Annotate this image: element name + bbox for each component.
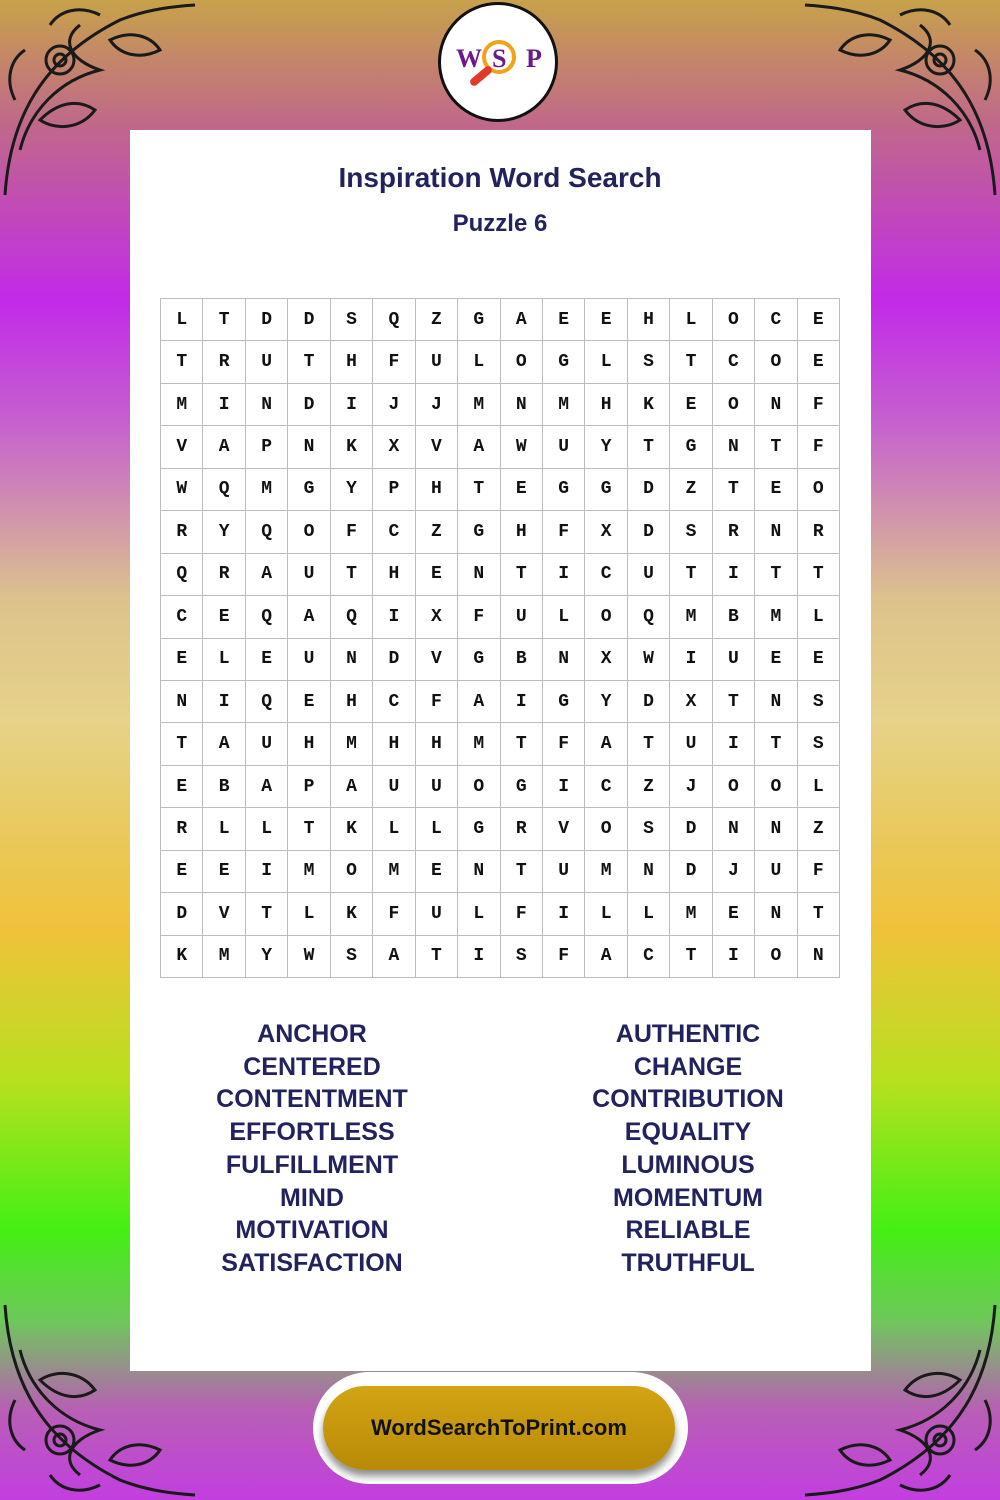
grid-cell: F	[798, 426, 840, 468]
grid-cell: I	[246, 851, 288, 893]
word-item: RELIABLE	[625, 1216, 751, 1245]
grid-cell: V	[543, 808, 585, 850]
grid-cell: S	[628, 808, 670, 850]
grid-cell: L	[628, 893, 670, 935]
word-item: CONTENTMENT	[216, 1085, 408, 1114]
grid-cell: C	[373, 681, 415, 723]
grid-cell: D	[288, 299, 330, 341]
grid-cell: N	[246, 384, 288, 426]
grid-cell: F	[458, 596, 500, 638]
grid-cell: D	[628, 469, 670, 511]
grid-cell: T	[755, 723, 797, 765]
grid-cell: D	[161, 893, 203, 935]
grid-cell: F	[543, 511, 585, 553]
grid-cell: Q	[161, 554, 203, 596]
grid-cell: T	[798, 554, 840, 596]
grid-cell: G	[543, 341, 585, 383]
grid-cell: E	[755, 639, 797, 681]
grid-cell: E	[161, 851, 203, 893]
grid-cell: X	[373, 426, 415, 468]
letter-grid	[160, 298, 840, 978]
grid-cell: C	[373, 511, 415, 553]
grid-cell: G	[543, 469, 585, 511]
footer-badge	[313, 1372, 688, 1484]
grid-cell: E	[288, 681, 330, 723]
grid-cell: I	[203, 681, 245, 723]
grid-cell: T	[246, 893, 288, 935]
grid-cell: R	[713, 511, 755, 553]
grid-cell: I	[713, 723, 755, 765]
grid-cell: G	[458, 639, 500, 681]
grid-cell: M	[246, 469, 288, 511]
grid-cell: A	[203, 723, 245, 765]
grid-cell: N	[755, 384, 797, 426]
grid-cell: E	[798, 639, 840, 681]
grid-cell: J	[416, 384, 458, 426]
grid-cell: U	[755, 851, 797, 893]
grid-cell: T	[713, 469, 755, 511]
grid-cell: A	[585, 936, 627, 978]
grid-cell: K	[331, 808, 373, 850]
logo-letter: W	[456, 44, 482, 73]
grid-cell: A	[585, 723, 627, 765]
grid-cell: G	[458, 511, 500, 553]
grid-cell: V	[161, 426, 203, 468]
page-title: Inspiration Word Search	[338, 162, 662, 193]
grid-cell: I	[713, 554, 755, 596]
word-item: SATISFACTION	[221, 1248, 403, 1277]
grid-cell: U	[543, 426, 585, 468]
grid-cell: E	[713, 893, 755, 935]
grid-cell: G	[288, 469, 330, 511]
grid-cell: U	[246, 341, 288, 383]
grid-cell: I	[501, 681, 543, 723]
grid-cell: L	[203, 808, 245, 850]
grid-cell: P	[288, 766, 330, 808]
grid-cell: E	[798, 341, 840, 383]
grid-cell: E	[161, 766, 203, 808]
grid-cell: U	[288, 639, 330, 681]
grid-cell: Q	[373, 299, 415, 341]
grid-cell: B	[203, 766, 245, 808]
grid-cell: O	[798, 469, 840, 511]
grid-cell: C	[161, 596, 203, 638]
grid-cell: K	[161, 936, 203, 978]
grid-cell: M	[670, 596, 712, 638]
grid-cell: N	[755, 808, 797, 850]
grid-cell: Y	[331, 469, 373, 511]
word-item: TRUTHFUL	[621, 1248, 755, 1277]
grid-cell: U	[288, 554, 330, 596]
grid-cell: Q	[331, 596, 373, 638]
grid-cell: X	[670, 681, 712, 723]
grid-cell: C	[585, 554, 627, 596]
grid-cell: H	[331, 341, 373, 383]
grid-cell: H	[585, 384, 627, 426]
grid-cell: T	[458, 469, 500, 511]
grid-cell: U	[416, 341, 458, 383]
grid-cell: M	[331, 723, 373, 765]
grid-cell: E	[501, 469, 543, 511]
grid-cell: T	[628, 723, 670, 765]
grid-cell: S	[331, 936, 373, 978]
grid-cell: T	[670, 554, 712, 596]
grid-cell: F	[543, 936, 585, 978]
grid-cell: N	[161, 681, 203, 723]
grid-cell: N	[331, 639, 373, 681]
grid-cell: E	[416, 851, 458, 893]
grid-cell: P	[373, 469, 415, 511]
grid-cell: D	[628, 681, 670, 723]
grid-cell: Y	[585, 426, 627, 468]
grid-cell: I	[713, 936, 755, 978]
grid-cell: T	[670, 936, 712, 978]
grid-cell: I	[331, 384, 373, 426]
word-item: CENTERED	[243, 1052, 381, 1081]
grid-cell: T	[161, 341, 203, 383]
grid-cell: L	[288, 893, 330, 935]
grid-cell: L	[161, 299, 203, 341]
grid-cell: N	[458, 554, 500, 596]
grid-cell: N	[458, 851, 500, 893]
grid-cell: W	[501, 426, 543, 468]
puzzle-number: Puzzle 6	[452, 210, 548, 237]
grid-cell: D	[373, 639, 415, 681]
grid-cell: E	[585, 299, 627, 341]
grid-cell: N	[501, 384, 543, 426]
grid-cell: T	[670, 341, 712, 383]
word-item: EFFORTLESS	[229, 1118, 395, 1147]
grid-cell: K	[331, 426, 373, 468]
grid-cell: U	[416, 893, 458, 935]
word-item: MOTIVATION	[235, 1216, 389, 1245]
grid-cell: U	[543, 851, 585, 893]
grid-cell: T	[501, 554, 543, 596]
grid-cell: A	[373, 936, 415, 978]
grid-cell: I	[543, 554, 585, 596]
site-logo[interactable]	[438, 2, 558, 122]
grid-cell: L	[416, 808, 458, 850]
word-item: AUTHENTIC	[615, 1020, 761, 1048]
grid-cell: Q	[246, 596, 288, 638]
grid-cell: F	[373, 341, 415, 383]
grid-cell: A	[246, 554, 288, 596]
grid-cell: Z	[416, 299, 458, 341]
grid-cell: G	[458, 299, 500, 341]
grid-cell: L	[246, 808, 288, 850]
grid-cell: Y	[246, 936, 288, 978]
grid-cell: B	[501, 639, 543, 681]
grid-cell: F	[501, 893, 543, 935]
grid-cell: O	[755, 936, 797, 978]
grid-cell: X	[416, 596, 458, 638]
grid-cell: H	[331, 681, 373, 723]
grid-cell: C	[628, 936, 670, 978]
logo-letter: P	[526, 44, 542, 73]
grid-cell: M	[203, 936, 245, 978]
grid-cell: Q	[246, 511, 288, 553]
grid-cell: E	[416, 554, 458, 596]
grid-cell: T	[203, 299, 245, 341]
site-link-button[interactable]: WordSearchToPrint.com	[323, 1386, 675, 1470]
grid-cell: Q	[246, 681, 288, 723]
grid-cell: H	[501, 511, 543, 553]
word-list-right	[488, 1018, 888, 1280]
grid-cell: F	[416, 681, 458, 723]
grid-cell: T	[501, 851, 543, 893]
grid-cell: E	[203, 596, 245, 638]
grid-cell: S	[501, 936, 543, 978]
grid-cell: M	[755, 596, 797, 638]
grid-cell: F	[798, 384, 840, 426]
grid-cell: M	[543, 384, 585, 426]
grid-cell: O	[713, 299, 755, 341]
grid-cell: L	[203, 639, 245, 681]
grid-cell: S	[628, 341, 670, 383]
grid-cell: U	[501, 596, 543, 638]
grid-cell: I	[543, 766, 585, 808]
grid-cell: O	[755, 341, 797, 383]
word-item: CONTRIBUTION	[592, 1085, 784, 1114]
grid-cell: D	[670, 851, 712, 893]
grid-cell: W	[161, 469, 203, 511]
grid-cell: F	[373, 893, 415, 935]
word-item: MIND	[280, 1183, 344, 1212]
word-item: MOMENTUM	[613, 1183, 763, 1212]
word-item: ANCHOR	[257, 1020, 367, 1048]
grid-cell: O	[713, 384, 755, 426]
grid-cell: A	[458, 681, 500, 723]
grid-cell: Z	[628, 766, 670, 808]
grid-cell: L	[585, 341, 627, 383]
grid-cell: S	[798, 681, 840, 723]
grid-cell: J	[713, 851, 755, 893]
grid-cell: N	[755, 511, 797, 553]
word-item: EQUALITY	[624, 1118, 752, 1147]
grid-cell: S	[798, 723, 840, 765]
word-item: LUMINOUS	[621, 1150, 755, 1179]
grid-cell: G	[501, 766, 543, 808]
logo-letter: S	[492, 44, 507, 73]
grid-cell: D	[628, 511, 670, 553]
grid-cell: E	[670, 384, 712, 426]
grid-cell: Y	[585, 681, 627, 723]
grid-cell: A	[501, 299, 543, 341]
grid-cell: V	[416, 426, 458, 468]
grid-cell: U	[416, 766, 458, 808]
grid-cell: G	[670, 426, 712, 468]
grid-cell: F	[543, 723, 585, 765]
grid-cell: J	[670, 766, 712, 808]
grid-cell: F	[331, 511, 373, 553]
grid-cell: U	[373, 766, 415, 808]
grid-cell: H	[288, 723, 330, 765]
grid-cell: M	[670, 893, 712, 935]
grid-cell: Z	[798, 808, 840, 850]
grid-cell: M	[458, 384, 500, 426]
grid-cell: I	[670, 639, 712, 681]
grid-cell: U	[628, 554, 670, 596]
grid-cell: R	[161, 808, 203, 850]
grid-cell: A	[203, 426, 245, 468]
grid-cell: R	[161, 511, 203, 553]
grid-cell: G	[585, 469, 627, 511]
grid-cell: N	[713, 808, 755, 850]
grid-cell: O	[585, 808, 627, 850]
grid-cell: K	[331, 893, 373, 935]
grid-cell: C	[755, 299, 797, 341]
grid-cell: T	[755, 426, 797, 468]
grid-cell: R	[501, 808, 543, 850]
grid-cell: E	[543, 299, 585, 341]
grid-cell: A	[331, 766, 373, 808]
grid-cell: O	[501, 341, 543, 383]
grid-cell: G	[458, 808, 500, 850]
grid-cell: U	[713, 639, 755, 681]
grid-cell: T	[713, 681, 755, 723]
grid-cell: S	[331, 299, 373, 341]
grid-cell: A	[288, 596, 330, 638]
grid-cell: H	[416, 469, 458, 511]
grid-cell: S	[670, 511, 712, 553]
grid-cell: W	[288, 936, 330, 978]
grid-cell: D	[246, 299, 288, 341]
grid-cell: H	[416, 723, 458, 765]
word-item: CHANGE	[633, 1052, 743, 1081]
grid-cell: R	[203, 341, 245, 383]
grid-cell: O	[331, 851, 373, 893]
grid-cell: M	[288, 851, 330, 893]
grid-cell: O	[458, 766, 500, 808]
word-list-left	[112, 1018, 512, 1280]
grid-cell: N	[288, 426, 330, 468]
grid-cell: T	[288, 341, 330, 383]
grid-cell: W	[628, 639, 670, 681]
grid-cell: R	[203, 554, 245, 596]
grid-cell: G	[543, 681, 585, 723]
grid-cell: U	[670, 723, 712, 765]
grid-cell: C	[713, 341, 755, 383]
grid-cell: I	[543, 893, 585, 935]
grid-cell: M	[373, 851, 415, 893]
grid-cell: E	[755, 469, 797, 511]
grid-cell: T	[416, 936, 458, 978]
grid-cell: D	[670, 808, 712, 850]
grid-cell: K	[628, 384, 670, 426]
grid-cell: L	[585, 893, 627, 935]
grid-cell: R	[798, 511, 840, 553]
grid-cell: I	[373, 596, 415, 638]
grid-cell: P	[246, 426, 288, 468]
grid-cell: T	[798, 893, 840, 935]
grid-cell: M	[585, 851, 627, 893]
grid-cell: L	[373, 808, 415, 850]
grid-cell: A	[246, 766, 288, 808]
grid-cell: N	[798, 936, 840, 978]
grid-cell: Z	[416, 511, 458, 553]
grid-cell: F	[798, 851, 840, 893]
grid-cell: L	[798, 596, 840, 638]
grid-cell: V	[203, 893, 245, 935]
grid-cell: L	[543, 596, 585, 638]
word-item: FULFILLMENT	[225, 1150, 399, 1179]
grid-cell: U	[246, 723, 288, 765]
grid-cell: C	[585, 766, 627, 808]
grid-cell: L	[670, 299, 712, 341]
grid-cell: X	[585, 511, 627, 553]
grid-cell: V	[416, 639, 458, 681]
grid-cell: E	[203, 851, 245, 893]
grid-cell: O	[755, 766, 797, 808]
grid-cell: T	[755, 554, 797, 596]
grid-cell: O	[713, 766, 755, 808]
grid-cell: E	[161, 639, 203, 681]
grid-cell: H	[373, 723, 415, 765]
grid-cell: M	[458, 723, 500, 765]
grid-cell: Z	[670, 469, 712, 511]
grid-cell: D	[288, 384, 330, 426]
grid-cell: B	[713, 596, 755, 638]
grid-cell: L	[458, 341, 500, 383]
grid-cell: L	[798, 766, 840, 808]
grid-cell: O	[585, 596, 627, 638]
grid-cell: Q	[628, 596, 670, 638]
grid-cell: X	[585, 639, 627, 681]
grid-cell: H	[628, 299, 670, 341]
grid-cell: T	[331, 554, 373, 596]
grid-cell: I	[458, 936, 500, 978]
grid-cell: N	[543, 639, 585, 681]
grid-cell: A	[458, 426, 500, 468]
grid-cell: I	[203, 384, 245, 426]
grid-cell: N	[755, 681, 797, 723]
grid-cell: O	[288, 511, 330, 553]
grid-cell: T	[628, 426, 670, 468]
grid-cell: N	[755, 893, 797, 935]
grid-cell: T	[161, 723, 203, 765]
grid-cell: E	[246, 639, 288, 681]
grid-cell: T	[288, 808, 330, 850]
grid-cell: M	[161, 384, 203, 426]
grid-cell: H	[373, 554, 415, 596]
grid-cell: Q	[203, 469, 245, 511]
grid-cell: T	[501, 723, 543, 765]
grid-cell: N	[713, 426, 755, 468]
grid-cell: Y	[203, 511, 245, 553]
grid-cell: E	[798, 299, 840, 341]
grid-cell: L	[458, 893, 500, 935]
grid-cell: J	[373, 384, 415, 426]
grid-cell: N	[628, 851, 670, 893]
